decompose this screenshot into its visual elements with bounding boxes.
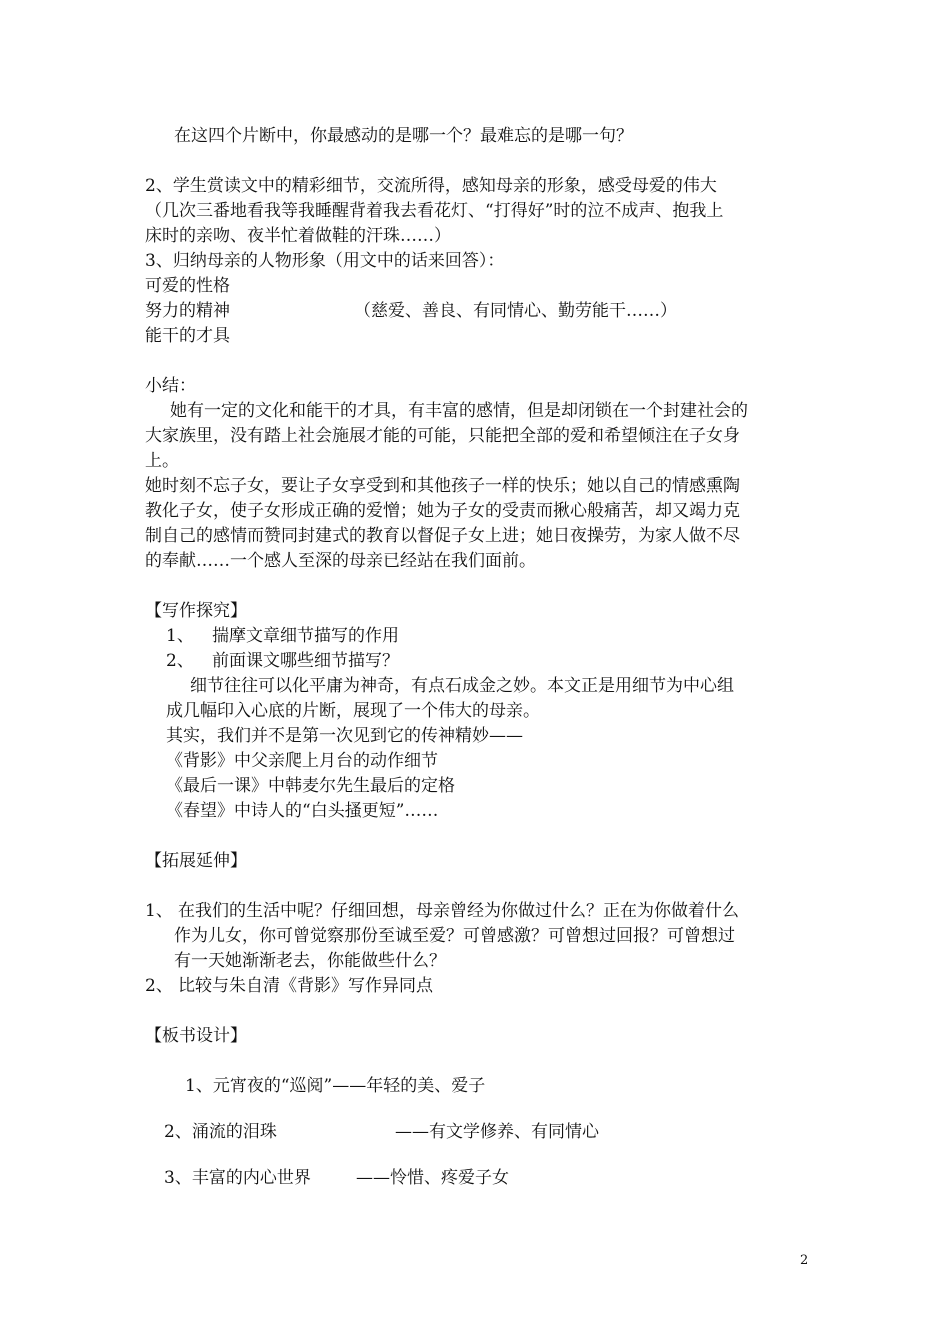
text-line: 细节往往可以化平庸为神奇，有点石成金之妙。本文正是用细节为中心组 [190, 676, 734, 696]
board-item: 2、涌流的泪珠 [164, 1122, 277, 1142]
text-line: （几次三番地看我等我睡醒背着我去看花灯、“打得好”时的泣不成声、抱我上 [145, 201, 724, 221]
list-number: 1、 [166, 626, 194, 646]
text-line: 《春望》中诗人的“白头搔更短”…… [166, 801, 439, 821]
list-item: 比较与朱自清《背影》写作异同点 [178, 976, 433, 996]
list-number: 1、 [145, 901, 173, 921]
text-line: 作为儿女，你可曾觉察那份至诚至爱？可曾感激？可曾想过回报？可曾想过 [174, 926, 735, 946]
text-line: 她有一定的文化和能干的才具，有丰富的感情，但是却闭锁在一个封建社会的 [170, 401, 748, 421]
list-item: 揣摩文章细节描写的作用 [212, 626, 399, 646]
list-number: 2、 [166, 651, 194, 671]
list-item: 前面课文哪些细节描写？ [212, 651, 399, 671]
text-line: （慈爱、善良、有同情心、勤劳能干……） [354, 301, 677, 321]
text-line: 她时刻不忘子女，要让子女享受到和其他孩子一样的快乐；她以自己的情感熏陶 [145, 476, 740, 496]
text-line: 有一天她渐渐老去，你能做些什么？ [174, 951, 446, 971]
text-line: 2、学生赏读文中的精彩细节，交流所得，感知母亲的形象，感受母爱的伟大 [145, 176, 717, 196]
board-item: 1、元宵夜的“巡阅”——年轻的美、爱子 [185, 1076, 486, 1096]
section-heading: 【拓展延伸】 [145, 851, 247, 871]
text-line: 的奉献……一个感人至深的母亲已经站在我们面前。 [145, 551, 536, 571]
board-item: 3、丰富的内心世界 [164, 1168, 311, 1188]
text-line: 成几幅印入心底的片断，展现了一个伟大的母亲。 [166, 701, 540, 721]
text-line: 上。 [145, 451, 179, 471]
text-line: 大家族里，没有踏上社会施展才能的可能，只能把全部的爱和希望倾注在子女身 [145, 426, 740, 446]
text-line: 床时的亲吻、夜半忙着做鞋的汗珠……） [145, 226, 451, 246]
section-heading: 【写作探究】 [145, 601, 247, 621]
text-line: 《背影》中父亲爬上月台的动作细节 [166, 751, 438, 771]
text-line: 3、归纳母亲的人物形象（用文中的话来回答）： [145, 251, 505, 271]
list-number: 2、 [145, 976, 173, 996]
board-item-detail: ——有文学修养、有同情心 [395, 1122, 599, 1142]
page-number: 2 [800, 1253, 809, 1268]
text-line: 在这四个片断中，你最感动的是哪一个？最难忘的是哪一句？ [174, 126, 633, 146]
text-line: 教化子女，使子女形成正确的爱憎；她为子女的受责而揪心般痛苦，却又竭力克 [145, 501, 740, 521]
text-line: 可爱的性格 [145, 276, 230, 296]
text-line: 制自己的感情而赞同封建式的教育以督促子女上进；她日夜操劳，为家人做不尽 [145, 526, 740, 546]
board-item-detail: ——怜惜、疼爱子女 [356, 1168, 509, 1188]
section-heading: 【板书设计】 [145, 1026, 247, 1046]
text-line: 能干的才具 [145, 326, 230, 346]
section-label: 小结： [145, 376, 196, 396]
list-item: 在我们的生活中呢？仔细回想，母亲曾经为你做过什么？正在为你做着什么 [178, 901, 739, 921]
text-line: 其实，我们并不是第一次见到它的传神精妙—— [166, 726, 523, 746]
text-line: 《最后一课》中韩麦尔先生最后的定格 [166, 776, 455, 796]
text-line: 努力的精神 [145, 301, 230, 321]
